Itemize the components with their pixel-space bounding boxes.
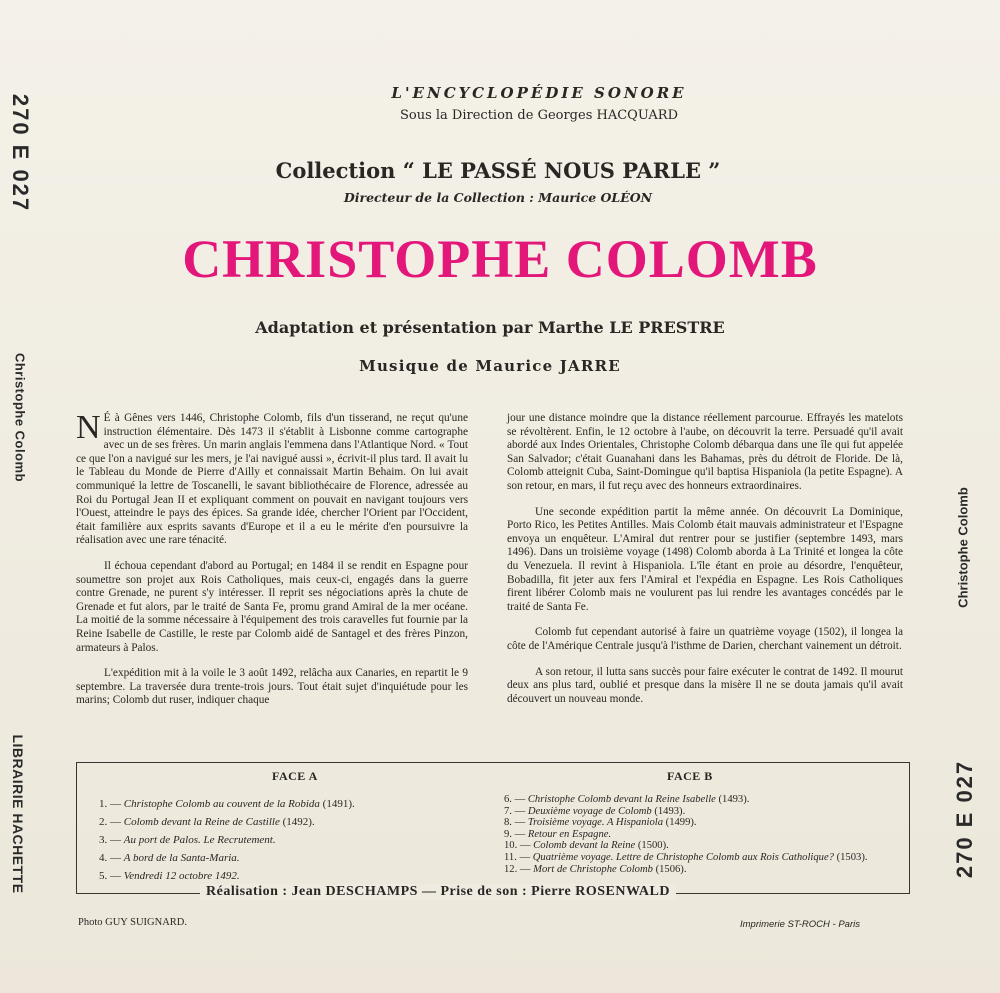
paragraph: A son retour, il lutta sans succès pour faire exécuter le contrat de 1492. Il mourut deux ans plus tard, oublié et presque dans la misère Il ne se douta jamais qu'il avait découvert un nouveau monde.	[507, 665, 903, 705]
paragraph: Colomb fut cependant autorisé à faire un quatrième voyage (1502), il longea la côte de l'Amérique Centrale jusqu'à l'isthme de Darien, cherchant vainement un détroit.	[507, 626, 903, 652]
spine-album-name-right: Christophe Colomb	[955, 487, 971, 608]
adaptation-credit: Adaptation et présentation par Marthe LE PRESTRE	[255, 318, 725, 337]
collection-director: Directeur de la Collection : Maurice OLÉON	[343, 190, 653, 205]
track-item: 5. — Vendredi 12 octobre 1492.	[99, 870, 240, 882]
face-a-heading: FACE A	[272, 769, 318, 783]
face-a-tracks	[99, 795, 489, 885]
text-column-right	[507, 412, 903, 718]
music-credit: Musique de Maurice JARRE	[359, 357, 621, 375]
track-listing-box	[76, 762, 910, 894]
track-item: 8. — Troisième voyage. A Hispaniola (1499).	[504, 817, 697, 829]
face-b-heading: FACE B	[667, 769, 713, 783]
track-item: 7. — Deuxième voyage de Colomb (1493).	[504, 805, 686, 817]
production-credits: Réalisation : Jean DESCHAMPS — Prise de son : Pierre ROSENWALD	[200, 884, 676, 900]
track-item: 6. — Christophe Colomb devant la Reine Isabelle (1493).	[504, 794, 750, 805]
series-direction: Sous la Direction de Georges HACQUARD	[399, 108, 678, 123]
printer-credit: Imprimerie ST-ROCH - Paris	[740, 919, 860, 930]
track-item: 3. — Au port de Palos. Le Recrutement.	[99, 834, 276, 846]
drop-cap: N	[76, 409, 101, 446]
paragraph: N É à Gênes vers 1446, Christophe Colomb, fils d'un tisserand, ne reçut qu'une instruction élémentaire. Dès 1473 il s'établit à Lisbonne comme cartographe avec un de ses frères. Un marin anglais l'emmena dans l'Atlantique Nord. « Tout ce que l'on a navigué sur les mers, je l'ai navigué aussi », écrivit-il plus tard. Il avait lu le Tableau du Monde de Pierre d'Ailly et connaissait Martin Behaim. On lui avait communiqué la lettre de Toscanelli, le savant bibliothécaire de Florence, adressée au Roi du Portugal Jean II et expliquant comment on pouvait en navigant toujours vers l'Ouest, atteindre le pays des épices. Sa grande idée, chercher l'Orient par l'Occident, était familière aux esprits savants d'Europe et il a eu le mérite d'en poursuivre la réalisation avec une rare ténacité.	[76, 409, 468, 547]
face-b-tracks	[504, 794, 904, 875]
album-title: CHRISTOPHE COLOMB	[182, 229, 818, 289]
track-item: 10. — Colomb devant la Reine (1500).	[504, 840, 669, 852]
spine-publisher: LIBRAIRIE HACHETTE	[10, 734, 26, 894]
track-item: 1. — Christophe Colomb au couvent de la Robida (1491).	[99, 798, 355, 810]
spine-catalog-number-right: 270 E 027	[952, 759, 977, 879]
track-item: 4. — A bord de la Santa-Maria.	[99, 852, 240, 864]
track-item: 9. — Retour en Espagne.	[504, 828, 612, 840]
track-item: 11. — Quatrième voyage. Lettre de Christophe Colomb aux Rois Catholique? (1503).	[504, 851, 868, 863]
track-item: 12. — Mort de Christophe Colomb (1506).	[504, 863, 687, 875]
paragraph: Il échoua cependant d'abord au Portugal; en 1484 il se rendit en Espagne pour soumettre son projet aux Rois Catholiques, mais ceux-ci, engagés dans la guerre contre Grenade, ne purent s'y intéresser. Il reprit ses négociations après la chute de Grenade et fut alors, par le traité de Santa Fe, promu grand Amiral de la mer océane. La moitié de la somme nécessaire à l'équipement des trois caravelles fut fournie par la Reine Isabelle de Castille, le reste par Colomb aidé de Santagel et des frères Pinzon, armateurs à Palos.	[76, 559, 468, 654]
track-item: 2. — Colomb devant la Reine de Castille (1492).	[99, 816, 315, 828]
text-column-left	[76, 409, 468, 720]
paragraph: Une seconde expédition partit la même année. On découvrit La Dominique, Porto Rico, les Petites Antilles. Mais Colomb était mauvais administrateur et l'Espagne envoya un enquêteur. L'Amiral dut rentrer pour se justifier (septembre 1493, mars 1496). Dans un troisième voyage (1498) Colomb aborda à La Trinité et longea la côte du Venezuela. Il revint à Hispaniola. L'île étant en proie au désordre, l'enquêteur, Bobadilla, fit jeter aux fers l'Amiral et l'expédia en Espagne. Les Rois Catholiques firent libérer Colomb mais ne voulurent pas lui rendre les avantages concédés par le traité de Santa Fe.	[507, 505, 903, 613]
paragraph: jour une distance moindre que la distance réellement parcourue. Effrayés les matelots se révoltèrent. Enfin, le 12 octobre à l'aube, on découvrit la terre. Persuadé qu'il avait abordé aux Indes Orientales, Christophe Colomb débarqua dans une île qui fut appelée San Salvador; c'était Guanahani dans les Bahamas, près du détroit de Floride. De là, Colomb atteignit Cuba, Saint-Domingue qu'il baptisa Hispaniola (la petite Espagne). A son retour, en mars, il fut reçu avec des honneurs extraordinaires.	[507, 412, 903, 492]
spine-catalog-number-left: 270 E 027	[8, 93, 33, 213]
collection-title: Collection “ LE PASSÉ NOUS PARLE ”	[275, 158, 721, 183]
series-title: L'ENCYCLOPÉDIE SONORE	[391, 84, 687, 102]
paragraph: L'expédition mit à la voile le 3 août 1492, relâcha aux Canaries, en repartit le 9 septembre. La traversée dura trente-trois jours. Tout était sujet d'inquiétude pour les marins; Colomb dut ruser, indiquer chaque	[76, 667, 468, 707]
photo-credit: Photo GUY SUIGNARD.	[78, 917, 187, 928]
spine-album-name-left: Christophe Colomb	[12, 352, 28, 483]
